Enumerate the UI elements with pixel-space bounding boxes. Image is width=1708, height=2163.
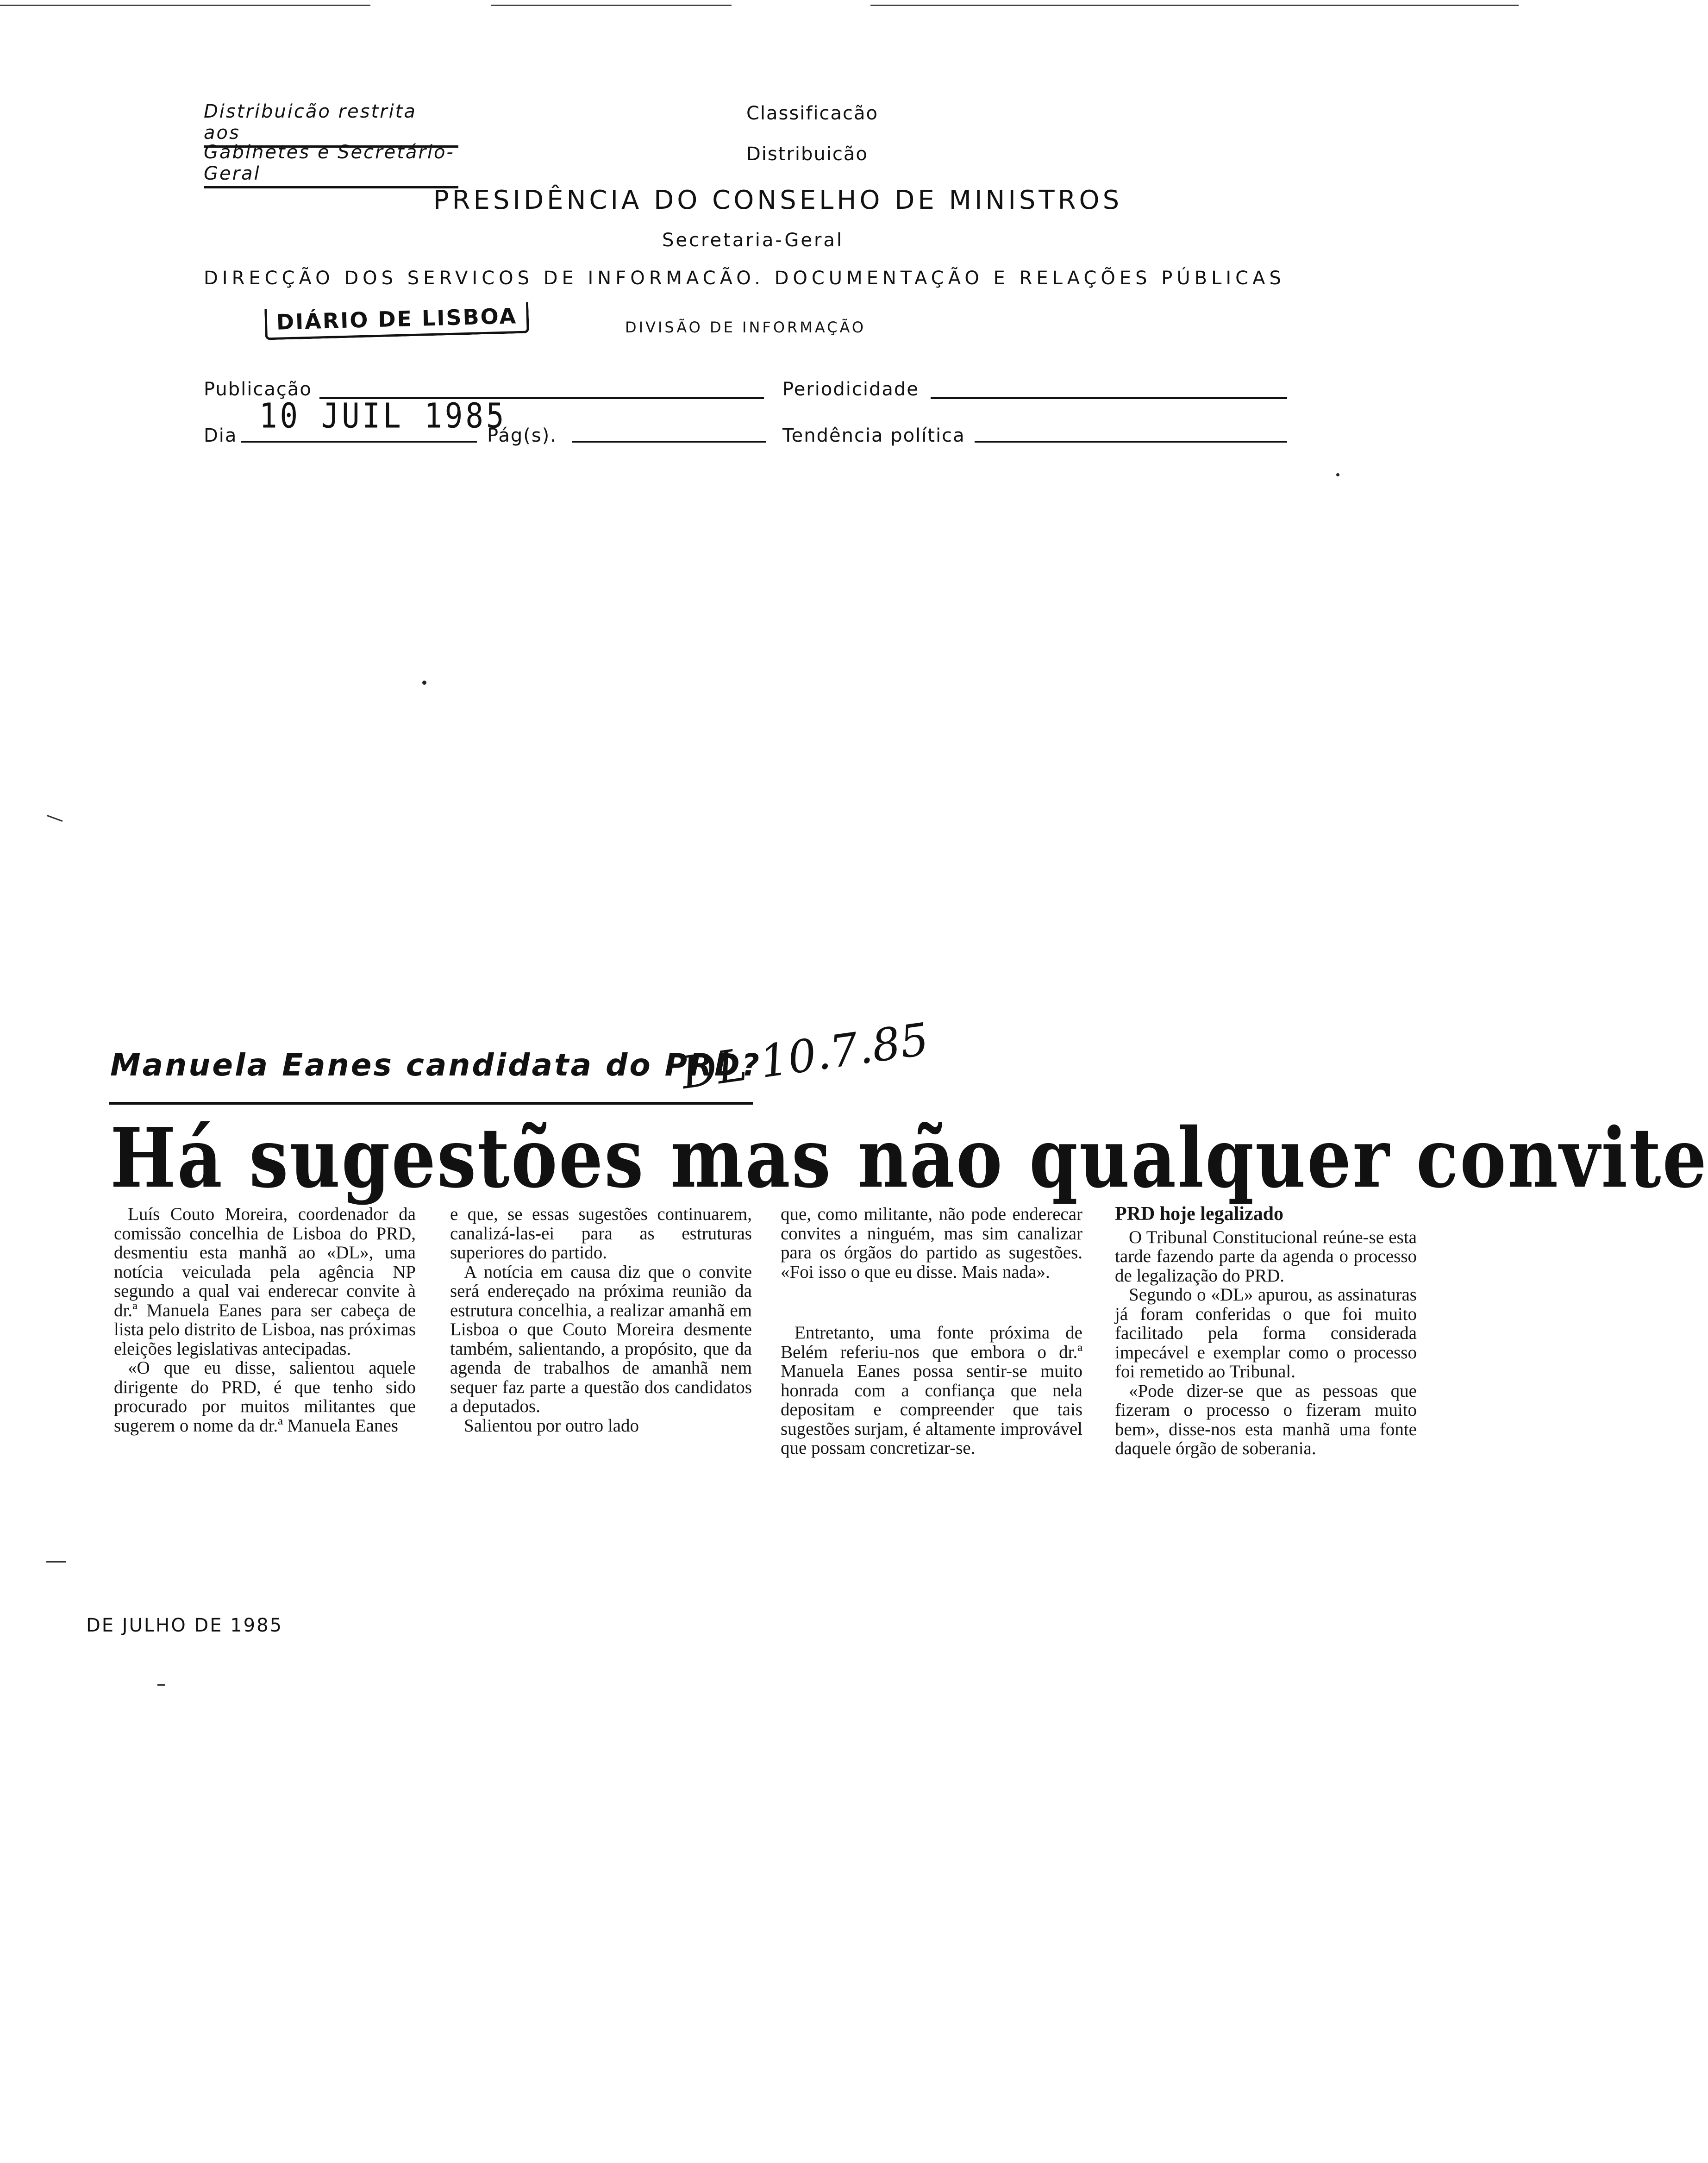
- periodicity-label: Periodicidade: [782, 379, 919, 400]
- article-column-4: [1115, 1205, 1417, 1458]
- paragraph: Salientou por outro lado: [464, 1415, 639, 1436]
- article-column-3: [781, 1205, 1082, 1458]
- scan-artifact-line: [870, 5, 1519, 6]
- day-label: Dia: [204, 425, 238, 446]
- scan-artifact-line: [491, 5, 732, 6]
- paragraph: Segundo o «DL» apurou, as assinaturas já foram conferidas o que foi muito facilitado pela forma considerada impecável e exemplar como o processo foi remetido ao Tribunal.: [1115, 1285, 1417, 1382]
- tendency-field-line: [975, 441, 1287, 443]
- newspaper-stamp: DIÁRIO DE LISBOA: [264, 302, 529, 340]
- publication-label: Publicação: [204, 379, 312, 400]
- scan-tick: [47, 815, 63, 822]
- org-title: PRESIDÊNCIA DO CONSELHO DE MINISTROS: [433, 185, 1123, 215]
- scan-speck: [422, 681, 426, 685]
- distribution-line-2: Gabinetes e Secretário-Geral: [204, 142, 458, 188]
- paragraph: «O que eu disse, salientou aquele dirigente do PRD, é que tenho sido procurado por muitos militantes que sugerem o nome da dr.ª Manuela Eanes: [114, 1358, 416, 1436]
- classification-label: Classificacão: [746, 103, 879, 124]
- day-value: 10 JUIL 1985: [259, 396, 507, 436]
- paragraph: «Pode dizer-se que as pessoas que fizeram o processo o fizeram muito bem», disse-nos esta manhã uma fonte daquele órgão de soberania.: [1115, 1381, 1417, 1458]
- paragraph: que, como militante, não pode enderecar convites a ninguém, mas sim canalizar para os órgãos do partido as sugestões. «Foi isso o que eu disse. Mais nada».: [781, 1204, 1082, 1282]
- article-headline: Há sugestões mas não qualquer convite: [110, 1110, 1708, 1207]
- tendency-label: Tendência política: [782, 425, 965, 446]
- pages-field-line: [572, 441, 766, 443]
- org-subtitle: Secretaria-Geral: [662, 230, 844, 251]
- paragraph: Entretanto, uma fonte próxima de Belém referiu-nos que embora o dr.ª Manuela Eanes possa sentir-se muito honrada com a confiança que nela depositam e compreender que tais sugestões surjam, é altamente improvável que possam concretizar-se.: [781, 1323, 1082, 1458]
- paragraph: e que, se essas sugestões continuarem, canalizá-las-ei para as estruturas superiores do partido.: [450, 1204, 752, 1263]
- scan-tick: [46, 1561, 66, 1563]
- scan-artifact-line: [0, 5, 370, 6]
- paragraph: A notícia em causa diz que o convite será endereçado na próxima reunião da estrutura concelhia, a realizar amanhã em Lisboa o que Couto Moreira desmente também, salientando, a propósito, que da agenda de trabalhos de amanhã nem sequer faz parte a questão dos candidatos a deputados.: [450, 1262, 752, 1416]
- sidebar-subhead: PRD hoje legalizado: [1115, 1203, 1283, 1225]
- directorate-line: DIRECÇÃO DOS SERVICOS DE INFORMACÃO. DOCUMENTAÇÃO E RELAÇÕES PÚBLICAS: [204, 268, 1285, 289]
- scan-tick: [157, 1684, 165, 1686]
- paragraph: Luís Couto Moreira, coordenador da comissão concelhia de Lisboa do PRD, desmentiu esta manhã ao «DL», uma notícia veiculada pela agência NP segundo a qual vai enderecar convite à dr.ª Manuela Eanes para ser cabeça de lista pelo distrito de Lisboa, nas próximas eleições legislativas antecipadas.: [114, 1204, 416, 1359]
- distribution-line-1: Distribuicão restrita aos: [204, 101, 458, 148]
- division-label: DIVISÃO DE INFORMAÇÃO: [625, 319, 866, 336]
- day-field-line: [241, 441, 477, 443]
- periodicity-field-line: [931, 397, 1287, 399]
- pages-label: Pág(s).: [487, 425, 557, 446]
- article-column-1: [114, 1205, 416, 1435]
- scan-speck: [1336, 473, 1339, 476]
- footer-date: DE JULHO DE 1985: [86, 1615, 283, 1636]
- paragraph: O Tribunal Constitucional reúne-se esta tarde fazendo parte da agenda o processo de legalização do PRD.: [1115, 1227, 1417, 1286]
- kicker-rule: [109, 1102, 753, 1105]
- distribution-label: Distribuicão: [746, 144, 868, 165]
- article-column-2: [450, 1205, 752, 1435]
- article-kicker: Manuela Eanes candidata do PRD?: [110, 1047, 761, 1083]
- handwritten-note: DL 10.7.85: [678, 1013, 932, 1099]
